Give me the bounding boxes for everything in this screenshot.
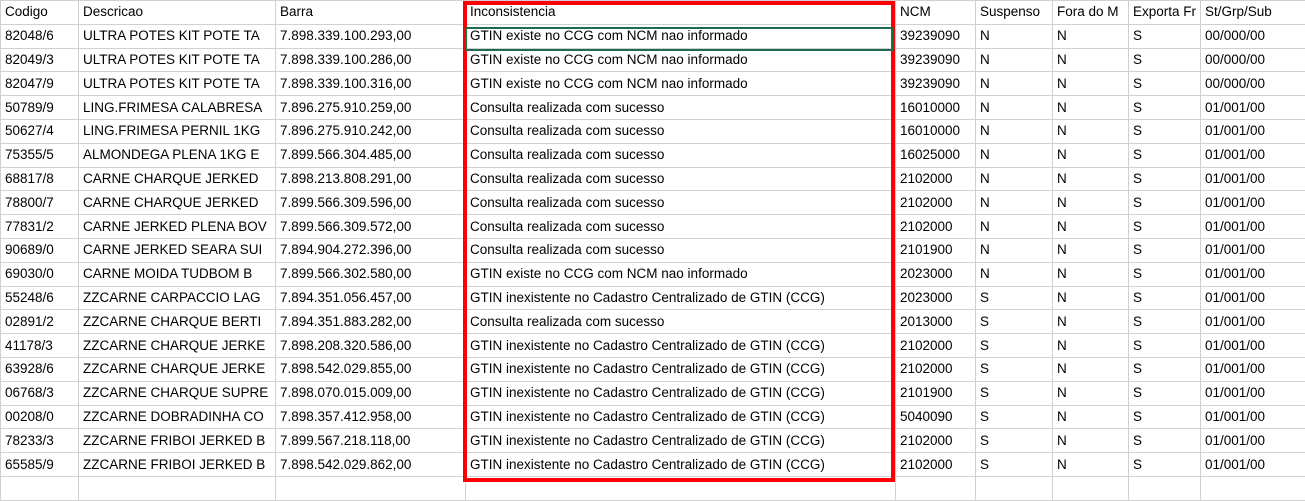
cell-codigo[interactable]: 75355/5 [1,143,79,167]
cell-codigo[interactable]: 82048/6 [1,24,79,48]
cell-descricao[interactable]: ZZCARNE CHARQUE JERKE [79,334,276,358]
cell-descricao[interactable]: ZZCARNE CHARQUE BERTI [79,310,276,334]
cell-inconsistencia[interactable]: GTIN inexistente no Cadastro Centralizado de GTIN (CCG) [466,453,896,477]
cell-barra[interactable]: 7.898.542.029.862,00 [276,453,466,477]
cell-exporta_fr[interactable]: S [1129,96,1201,120]
column-header-st-grp-sub[interactable]: St/Grp/Sub [1201,1,1305,25]
cell-inconsistencia[interactable]: GTIN inexistente no Cadastro Centralizado de GTIN (CCG) [466,381,896,405]
cell-codigo[interactable]: 02891/2 [1,310,79,334]
cell-inconsistencia[interactable]: GTIN inexistente no Cadastro Centralizado de GTIN (CCG) [466,357,896,381]
cell-exporta_fr[interactable]: S [1129,381,1201,405]
cell-fora_do_m[interactable]: N [1053,167,1129,191]
cell-suspenso[interactable]: N [976,24,1053,48]
cell-inconsistencia[interactable]: GTIN inexistente no Cadastro Centralizado de GTIN (CCG) [466,405,896,429]
cell-ncm[interactable]: 2013000 [896,310,976,334]
cell-codigo[interactable]: 50627/4 [1,119,79,143]
cell-codigo[interactable] [1,476,79,500]
cell-ncm[interactable]: 2023000 [896,262,976,286]
header-row [1,1,1305,25]
cell-inconsistencia[interactable]: Consulta realizada com sucesso [466,238,896,262]
column-header-descricao[interactable]: Descricao [79,1,276,25]
cell-inconsistencia[interactable]: GTIN existe no CCG com NCM nao informado [466,72,896,96]
cell-inconsistencia[interactable]: Consulta realizada com sucesso [466,167,896,191]
cell-st_grp_sub[interactable]: 01/001/00 [1201,262,1305,286]
cell-barra[interactable]: 7.894.351.883.282,00 [276,310,466,334]
column-header-ncm[interactable]: NCM [896,1,976,25]
cell-ncm[interactable]: 2101900 [896,381,976,405]
cell-fora_do_m[interactable]: N [1053,381,1129,405]
cell-fora_do_m[interactable]: N [1053,262,1129,286]
column-header-barra[interactable]: Barra [276,1,466,25]
cell-barra[interactable] [276,476,466,500]
table-row[interactable] [1,191,1305,215]
cell-descricao[interactable]: ALMONDEGA PLENA 1KG E [79,143,276,167]
table-row[interactable] [1,48,1305,72]
cell-barra[interactable]: 7.894.351.056.457,00 [276,286,466,310]
cell-exporta_fr[interactable]: S [1129,215,1201,239]
cell-st_grp_sub[interactable]: 01/001/00 [1201,238,1305,262]
cell-ncm[interactable]: 39239090 [896,48,976,72]
column-header-exporta-fr[interactable]: Exporta Fr [1129,1,1201,25]
table-header [1,1,1305,25]
cell-descricao[interactable]: ZZCARNE CHARQUE SUPRE [79,381,276,405]
cell-st_grp_sub[interactable]: 01/001/00 [1201,405,1305,429]
cell-fora_do_m[interactable]: N [1053,143,1129,167]
table-row[interactable] [1,429,1305,453]
cell-exporta_fr[interactable]: S [1129,24,1201,48]
table-row[interactable] [1,24,1305,48]
cell-suspenso[interactable]: S [976,381,1053,405]
cell-barra[interactable]: 7.898.339.100.293,00 [276,24,466,48]
cell-barra[interactable]: 7.898.213.808.291,00 [276,167,466,191]
cell-inconsistencia[interactable]: Consulta realizada com sucesso [466,119,896,143]
cell-suspenso[interactable]: S [976,429,1053,453]
table-row[interactable] [1,143,1305,167]
cell-descricao[interactable]: ULTRA POTES KIT POTE TA [79,72,276,96]
column-header-inconsistencia[interactable]: Inconsistencia [466,1,896,25]
cell-inconsistencia[interactable]: Consulta realizada com sucesso [466,310,896,334]
cell-fora_do_m[interactable]: N [1053,191,1129,215]
cell-exporta_fr[interactable]: S [1129,143,1201,167]
table-body [1,24,1305,500]
cell-exporta_fr[interactable]: S [1129,357,1201,381]
cell-st_grp_sub[interactable]: 00/000/00 [1201,72,1305,96]
column-header-suspenso[interactable]: Suspenso [976,1,1053,25]
cell-inconsistencia[interactable] [466,476,896,500]
table-row[interactable] [1,310,1305,334]
cell-inconsistencia[interactable]: GTIN existe no CCG com NCM nao informado [466,24,896,48]
cell-fora_do_m[interactable]: N [1053,429,1129,453]
cell-suspenso[interactable]: N [976,48,1053,72]
cell-st_grp_sub[interactable]: 01/001/00 [1201,286,1305,310]
cell-exporta_fr[interactable]: S [1129,286,1201,310]
cell-suspenso[interactable]: N [976,167,1053,191]
cell-codigo[interactable]: 82049/3 [1,48,79,72]
cell-exporta_fr[interactable]: S [1129,72,1201,96]
table-row[interactable] [1,476,1305,500]
cell-codigo[interactable]: 50789/9 [1,96,79,120]
cell-st_grp_sub[interactable]: 01/001/00 [1201,167,1305,191]
cell-codigo[interactable]: 63928/6 [1,357,79,381]
table-row[interactable] [1,286,1305,310]
cell-fora_do_m[interactable]: N [1053,24,1129,48]
cell-suspenso[interactable]: N [976,238,1053,262]
cell-fora_do_m[interactable]: N [1053,334,1129,358]
column-header-fora-do-m[interactable]: Fora do M [1053,1,1129,25]
cell-inconsistencia[interactable]: GTIN existe no CCG com NCM nao informado [466,48,896,72]
table-row[interactable] [1,119,1305,143]
cell-descricao[interactable]: CARNE JERKED SEARA SUI [79,238,276,262]
cell-descricao[interactable]: ZZCARNE CARPACCIO LAG [79,286,276,310]
table-row[interactable] [1,215,1305,239]
cell-suspenso[interactable]: S [976,357,1053,381]
cell-barra[interactable]: 7.899.566.309.596,00 [276,191,466,215]
cell-barra[interactable]: 7.899.567.218.118,00 [276,429,466,453]
cell-barra[interactable]: 7.896.275.910.259,00 [276,96,466,120]
cell-barra[interactable]: 7.899.566.309.572,00 [276,215,466,239]
cell-codigo[interactable]: 68817/8 [1,167,79,191]
cell-fora_do_m[interactable]: N [1053,48,1129,72]
cell-suspenso[interactable]: N [976,215,1053,239]
cell-inconsistencia[interactable]: GTIN existe no CCG com NCM nao informado [466,262,896,286]
cell-ncm[interactable]: 2102000 [896,215,976,239]
cell-barra[interactable]: 7.898.339.100.286,00 [276,48,466,72]
cell-suspenso[interactable]: N [976,119,1053,143]
cell-descricao[interactable]: CARNE CHARQUE JERKED [79,167,276,191]
column-header-codigo[interactable]: Codigo [1,1,79,25]
cell-exporta_fr[interactable]: S [1129,119,1201,143]
cell-barra[interactable]: 7.899.566.304.485,00 [276,143,466,167]
cell-fora_do_m[interactable]: N [1053,96,1129,120]
table-row[interactable] [1,238,1305,262]
cell-st_grp_sub[interactable]: 00/000/00 [1201,48,1305,72]
table-row[interactable] [1,405,1305,429]
cell-descricao[interactable] [79,476,276,500]
cell-inconsistencia[interactable]: GTIN inexistente no Cadastro Centralizado de GTIN (CCG) [466,286,896,310]
cell-ncm[interactable]: 2023000 [896,286,976,310]
cell-ncm[interactable]: 5040090 [896,405,976,429]
table-row[interactable] [1,334,1305,358]
cell-suspenso[interactable]: S [976,405,1053,429]
cell-barra[interactable]: 7.898.542.029.855,00 [276,357,466,381]
cell-exporta_fr[interactable] [1129,476,1201,500]
cell-st_grp_sub[interactable]: 01/001/00 [1201,429,1305,453]
cell-descricao[interactable]: ULTRA POTES KIT POTE TA [79,48,276,72]
cell-barra[interactable]: 7.898.070.015.009,00 [276,381,466,405]
table-row[interactable] [1,262,1305,286]
cell-fora_do_m[interactable]: N [1053,405,1129,429]
cell-barra[interactable]: 7.894.904.272.396,00 [276,238,466,262]
cell-fora_do_m[interactable]: N [1053,238,1129,262]
cell-st_grp_sub[interactable]: 01/001/00 [1201,334,1305,358]
cell-descricao[interactable]: ULTRA POTES KIT POTE TA [79,24,276,48]
cell-suspenso[interactable]: S [976,310,1053,334]
table-row[interactable] [1,453,1305,477]
cell-descricao[interactable]: CARNE JERKED PLENA BOV [79,215,276,239]
cell-suspenso[interactable]: N [976,191,1053,215]
cell-st_grp_sub[interactable]: 01/001/00 [1201,381,1305,405]
cell-st_grp_sub[interactable]: 01/001/00 [1201,96,1305,120]
cell-st_grp_sub[interactable] [1201,476,1305,500]
cell-st_grp_sub[interactable]: 01/001/00 [1201,143,1305,167]
table-row[interactable] [1,167,1305,191]
cell-codigo[interactable]: 90689/0 [1,238,79,262]
cell-ncm[interactable]: 2102000 [896,357,976,381]
cell-suspenso[interactable] [976,476,1053,500]
cell-ncm[interactable]: 2102000 [896,453,976,477]
cell-ncm[interactable]: 2102000 [896,429,976,453]
table-row[interactable] [1,72,1305,96]
cell-barra[interactable]: 7.898.339.100.316,00 [276,72,466,96]
cell-st_grp_sub[interactable]: 01/001/00 [1201,215,1305,239]
cell-st_grp_sub[interactable]: 01/001/00 [1201,453,1305,477]
cell-exporta_fr[interactable]: S [1129,48,1201,72]
cell-descricao[interactable]: CARNE CHARQUE JERKED [79,191,276,215]
table-row[interactable] [1,357,1305,381]
cell-ncm[interactable]: 2101900 [896,238,976,262]
cell-inconsistencia[interactable]: Consulta realizada com sucesso [466,191,896,215]
cell-suspenso[interactable]: N [976,96,1053,120]
cell-ncm[interactable] [896,476,976,500]
cell-fora_do_m[interactable]: N [1053,215,1129,239]
cell-codigo[interactable]: 77831/2 [1,215,79,239]
cell-exporta_fr[interactable]: S [1129,262,1201,286]
cell-st_grp_sub[interactable]: 01/001/00 [1201,357,1305,381]
cell-codigo[interactable]: 00208/0 [1,405,79,429]
cell-descricao[interactable]: CARNE MOIDA TUDBOM B [79,262,276,286]
cell-descricao[interactable]: LING.FRIMESA PERNIL 1KG [79,119,276,143]
cell-suspenso[interactable]: S [976,286,1053,310]
cell-descricao[interactable]: ZZCARNE FRIBOI JERKED B [79,453,276,477]
cell-suspenso[interactable]: S [976,334,1053,358]
cell-descricao[interactable]: ZZCARNE DOBRADINHA CO [79,405,276,429]
cell-fora_do_m[interactable]: N [1053,357,1129,381]
cell-ncm[interactable]: 16010000 [896,96,976,120]
cell-ncm[interactable]: 2102000 [896,191,976,215]
cell-barra[interactable]: 7.899.566.302.580,00 [276,262,466,286]
cell-exporta_fr[interactable]: S [1129,167,1201,191]
cell-codigo[interactable]: 55248/6 [1,286,79,310]
cell-ncm[interactable]: 39239090 [896,24,976,48]
cell-ncm[interactable]: 16010000 [896,119,976,143]
cell-descricao[interactable]: ZZCARNE FRIBOI JERKED B [79,429,276,453]
cell-inconsistencia[interactable]: GTIN inexistente no Cadastro Centralizado de GTIN (CCG) [466,429,896,453]
cell-st_grp_sub[interactable]: 01/001/00 [1201,310,1305,334]
cell-descricao[interactable]: LING.FRIMESA CALABRESA [79,96,276,120]
table-row[interactable] [1,96,1305,120]
cell-exporta_fr[interactable]: S [1129,191,1201,215]
cell-codigo[interactable]: 69030/0 [1,262,79,286]
cell-fora_do_m[interactable]: N [1053,453,1129,477]
cell-exporta_fr[interactable]: S [1129,453,1201,477]
cell-descricao[interactable]: ZZCARNE CHARQUE JERKE [79,357,276,381]
cell-fora_do_m[interactable]: N [1053,310,1129,334]
cell-codigo[interactable]: 82047/9 [1,72,79,96]
cell-fora_do_m[interactable]: N [1053,119,1129,143]
cell-ncm[interactable]: 39239090 [896,72,976,96]
cell-ncm[interactable]: 2102000 [896,167,976,191]
cell-codigo[interactable]: 78800/7 [1,191,79,215]
cell-ncm[interactable]: 16025000 [896,143,976,167]
cell-fora_do_m[interactable]: N [1053,72,1129,96]
cell-exporta_fr[interactable]: S [1129,334,1201,358]
cell-st_grp_sub[interactable]: 00/000/00 [1201,24,1305,48]
cell-inconsistencia[interactable]: Consulta realizada com sucesso [466,215,896,239]
cell-fora_do_m[interactable]: N [1053,286,1129,310]
cell-suspenso[interactable]: N [976,143,1053,167]
cell-codigo[interactable]: 65585/9 [1,453,79,477]
cell-inconsistencia[interactable]: GTIN inexistente no Cadastro Centralizado de GTIN (CCG) [466,334,896,358]
cell-fora_do_m[interactable] [1053,476,1129,500]
cell-codigo[interactable]: 78233/3 [1,429,79,453]
cell-ncm[interactable]: 2102000 [896,334,976,358]
table-row[interactable] [1,381,1305,405]
cell-st_grp_sub[interactable]: 01/001/00 [1201,119,1305,143]
cell-exporta_fr[interactable]: S [1129,238,1201,262]
cell-suspenso[interactable]: N [976,72,1053,96]
cell-inconsistencia[interactable]: Consulta realizada com sucesso [466,96,896,120]
cell-exporta_fr[interactable]: S [1129,310,1201,334]
cell-exporta_fr[interactable]: S [1129,405,1201,429]
cell-codigo[interactable]: 41178/3 [1,334,79,358]
cell-inconsistencia[interactable]: Consulta realizada com sucesso [466,143,896,167]
cell-barra[interactable]: 7.898.208.320.586,00 [276,334,466,358]
cell-suspenso[interactable]: N [976,262,1053,286]
cell-barra[interactable]: 7.896.275.910.242,00 [276,119,466,143]
cell-exporta_fr[interactable]: S [1129,429,1201,453]
cell-barra[interactable]: 7.898.357.412.958,00 [276,405,466,429]
cell-codigo[interactable]: 06768/3 [1,381,79,405]
cell-st_grp_sub[interactable]: 01/001/00 [1201,191,1305,215]
cell-suspenso[interactable]: S [976,453,1053,477]
